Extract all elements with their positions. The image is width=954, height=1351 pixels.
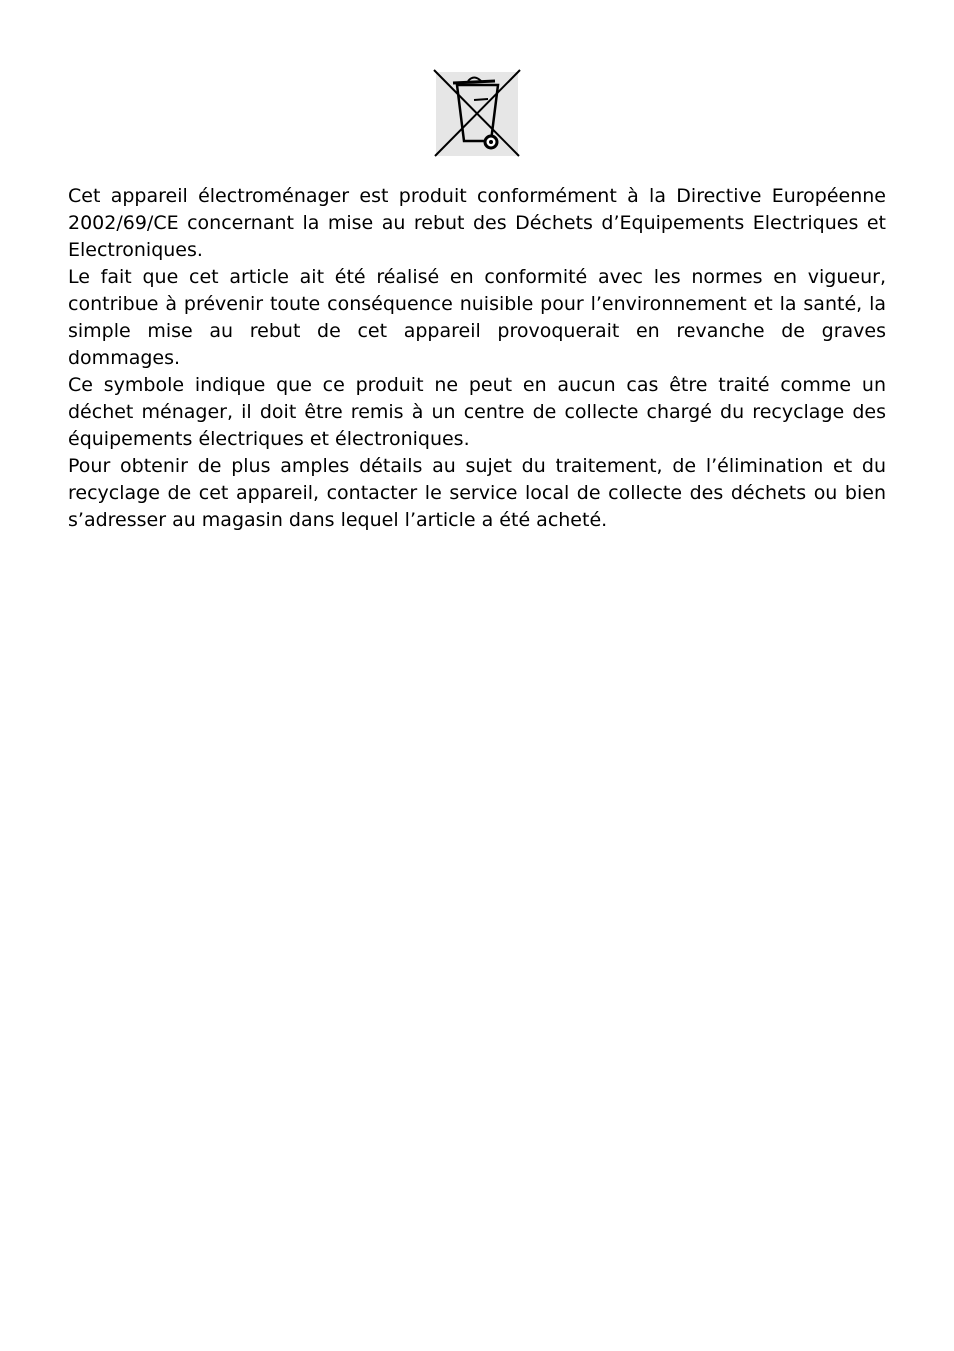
- paragraph-symbol-meaning: Ce symbole indique que ce produit ne peut en aucun cas être traité comme un déchet ménager, il doit être remis à un centre de collecte chargé du recyclage des équipements électriques et électroniques.: [68, 374, 886, 450]
- paragraph-directive: Cet appareil électroménager est produit conformément à la Directive Européenne 2002/69/CE concernant la mise au rebut des Déchets d’Equipements Electriques et Electroniques.: [68, 185, 886, 261]
- paragraph-conformity: Le fait que cet article ait été réalisé en conformité avec les normes en vigueur, contribue à prévenir toute conséquence nuisible pour l’environnement et la santé, la simple mise au rebut de cet appareil provoquerait en revanche de graves dommages.: [68, 266, 886, 369]
- disposal-notice-text: [68, 183, 886, 534]
- paragraph-more-details: Pour obtenir de plus amples détails au sujet du traitement, de l’élimination et du recyclage de cet appareil, contacter le service local de collecte des déchets ou bien s’adresser au magasin dans lequel l’article a été acheté.: [68, 455, 886, 531]
- crossed-out-wheelie-bin-icon: [431, 68, 523, 158]
